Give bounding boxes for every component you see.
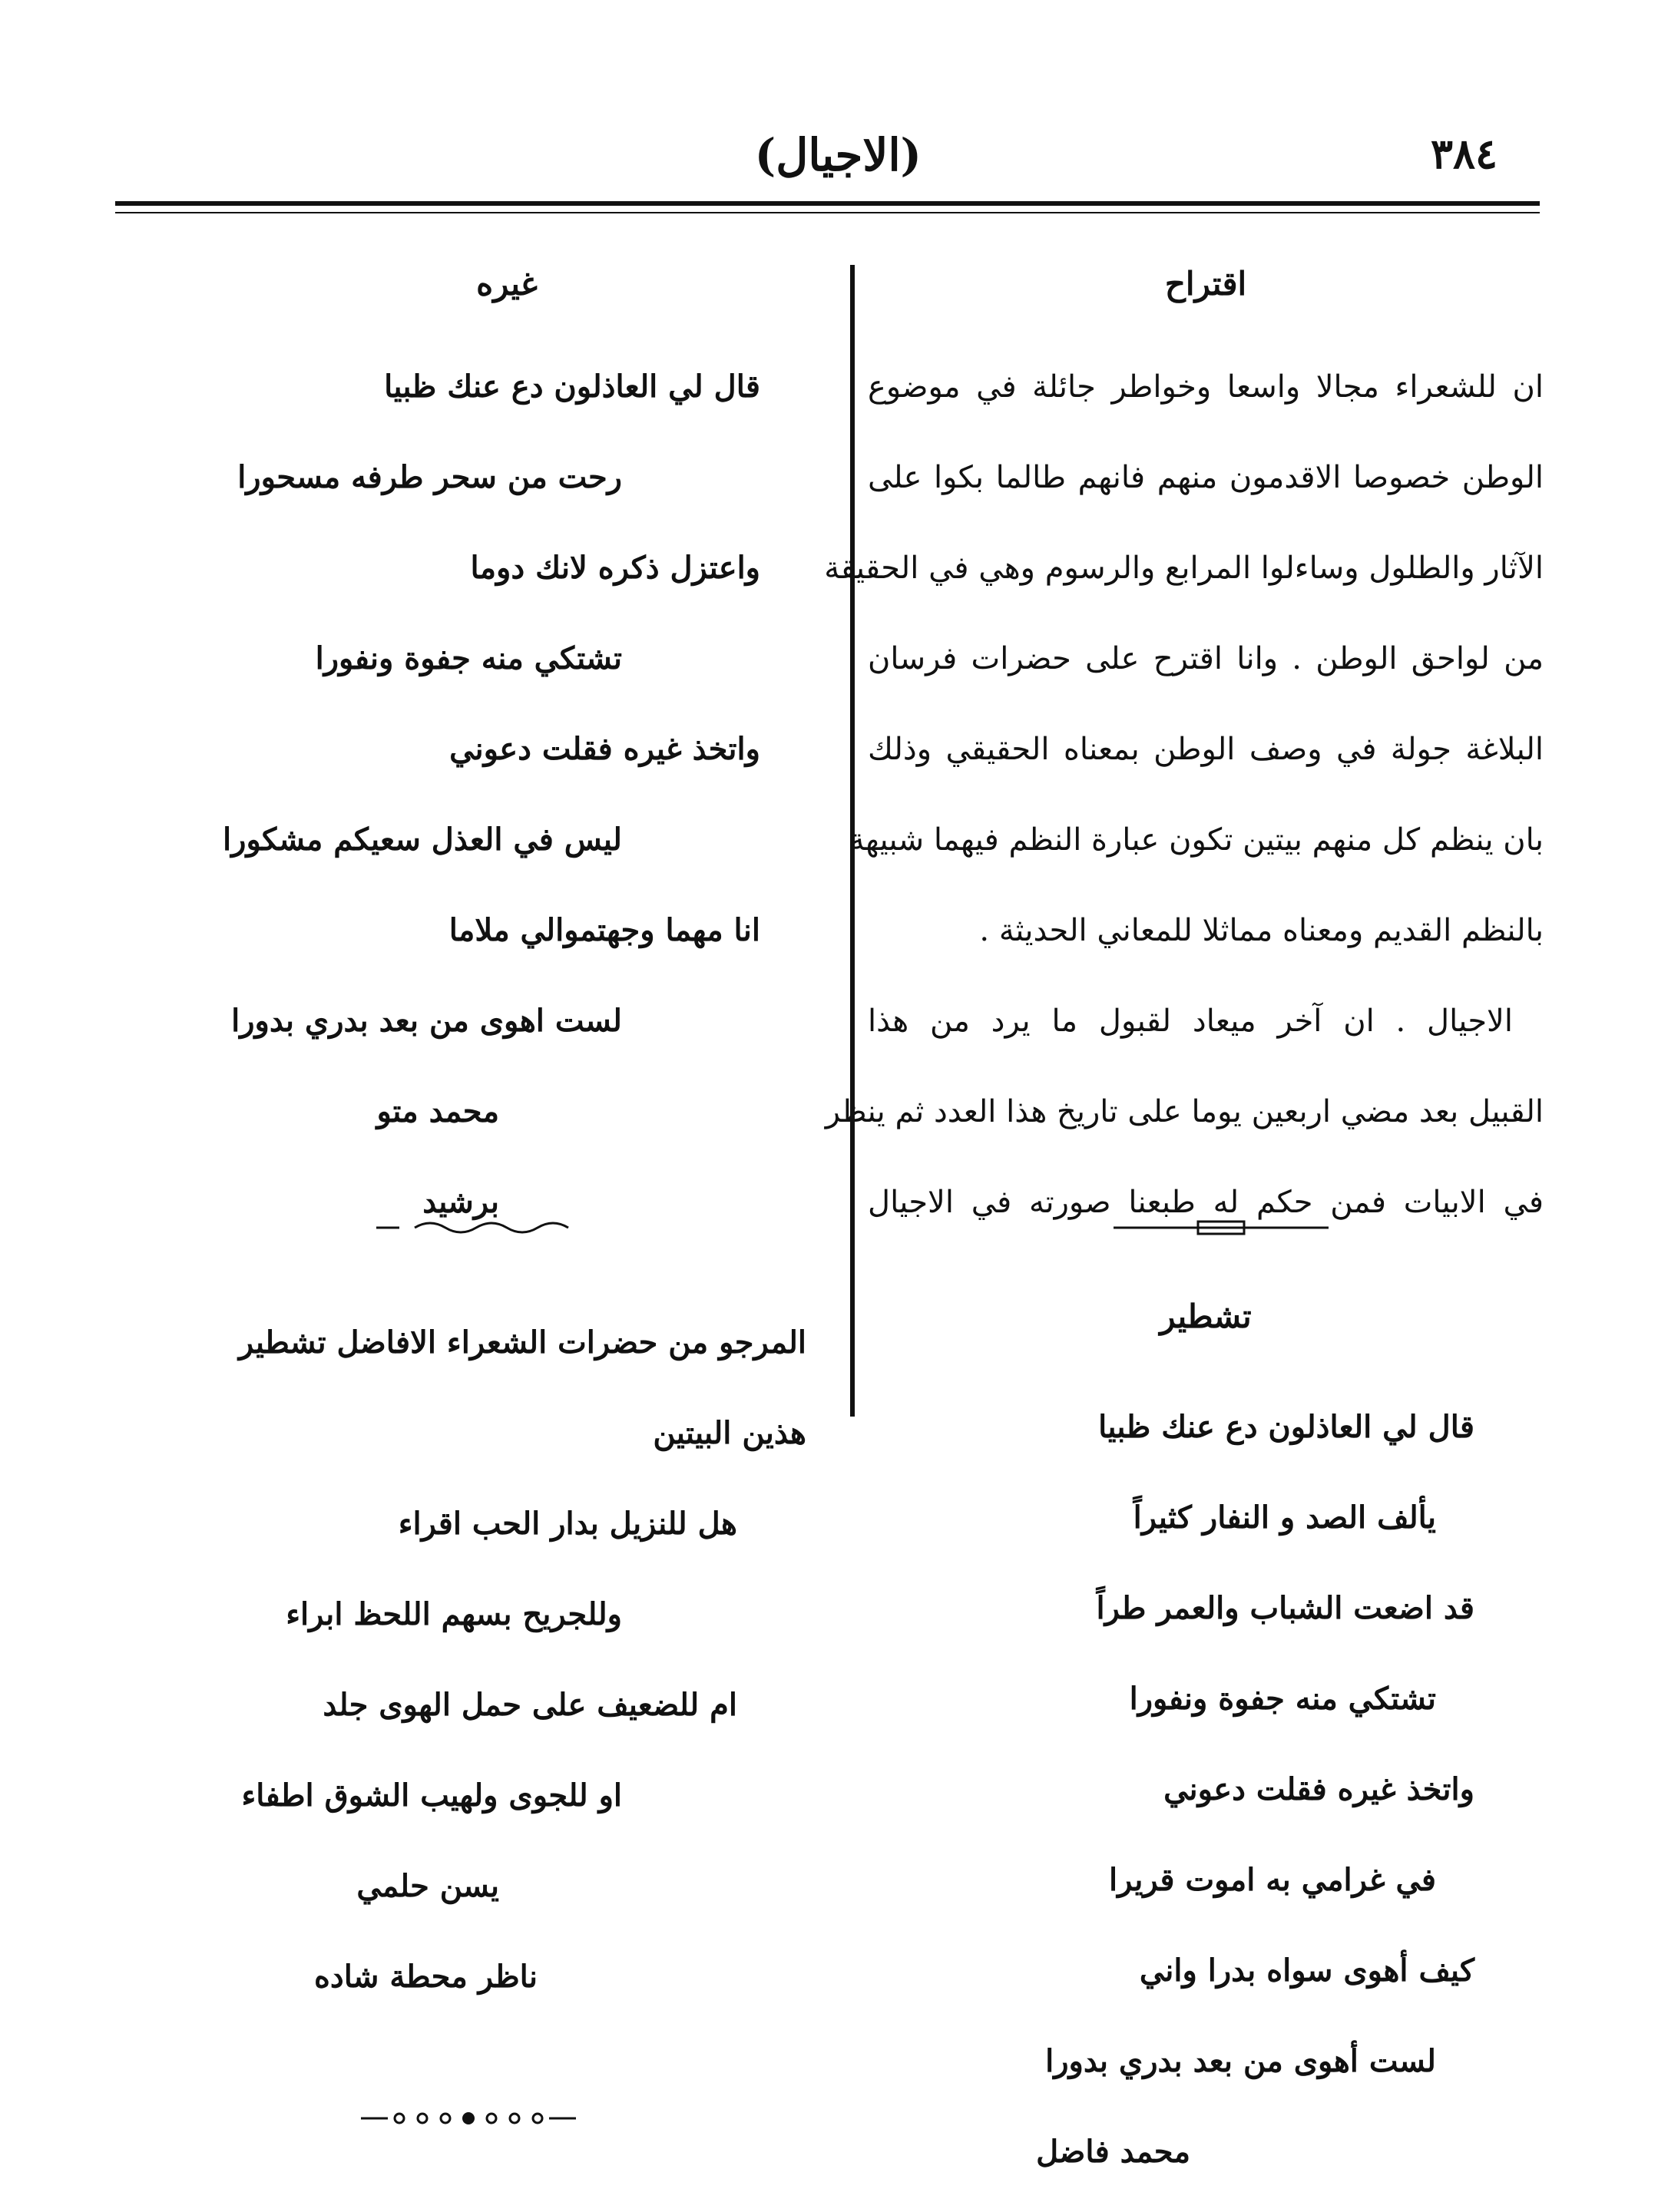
verse-line: لست أهوى من بعد بدري بدورا — [1045, 2043, 1436, 2079]
verse-line: واتخذ غيره فقلت دعوني — [1163, 1771, 1474, 1807]
poem-author: يسن حلمي — [356, 1868, 499, 1904]
page-number: ٣٨٤ — [1430, 129, 1497, 178]
verse-line: ام للضعيف على حمل الهوى جلد — [323, 1687, 737, 1723]
verse-line: كيف أهوى سواه بدرا واني — [1139, 1952, 1474, 1989]
request-intro-line: المرجو من حضرات الشعراء الافاضل تشطير — [238, 1324, 806, 1361]
other-poem — [192, 342, 822, 1248]
verse-line: تشتكي منه جفوة ونفورا — [1129, 1681, 1436, 1717]
editorial-note-line: الاجيال . ان آخر ميعاد لقبول ما يرد من هذا — [868, 1004, 1513, 1039]
editorial-note-line: القبيل بعد مضي اربعين يوما على تاريخ هذا العدد ثم ينظر — [825, 1094, 1544, 1129]
proposal-line: ان للشعراء مجالا واسعا وخواطر جائلة في موضوع — [868, 369, 1544, 405]
request-intro-line: هذين البيتين — [653, 1415, 806, 1451]
editorial-note-line: في الابيات فمن حكم له طبعنا صورته في الاجيال — [868, 1185, 1544, 1220]
poem-author-title: ناظر محطة شاده — [313, 1959, 538, 1995]
proposal-line: الآثار والطلول وساءلوا المرابع والرسوم وهي في الحقيقة — [824, 551, 1544, 586]
page-header — [108, 115, 1551, 184]
proposal-paragraph — [824, 342, 1544, 1248]
verse-line: انا مهما وجهتموالي ملاما — [448, 912, 760, 948]
other-poem-title: غيره — [476, 265, 538, 303]
poem-author: محمد متو — [376, 1093, 499, 1129]
verse-line: يألف الصد و النفار كثيراً — [1133, 1499, 1436, 1536]
verse-line: وللجريح بسهم اللحظ ابراء — [286, 1596, 622, 1632]
tashtir-poem — [868, 1382, 1544, 2197]
proposal-line: الوطن خصوصا الاقدمون منهم فانهم طالما بكوا على — [868, 460, 1544, 495]
verse-line: واتخذ غيره فقلت دعوني — [449, 731, 760, 767]
proposal-title: اقتراح — [1164, 265, 1247, 303]
proposal-line: بان ينظم كل منهم بيتين تكون عبارة النظم فيهما شبيهة — [849, 822, 1544, 858]
proposal-line: بالنظم القديم ومعناه مماثلا للمعاني الحديثة . — [979, 913, 1544, 948]
end-ornament — [361, 2108, 576, 2133]
verse-line: لست اهوى من بعد بدري بدورا — [231, 1003, 622, 1039]
section-ornament — [1114, 1217, 1329, 1242]
journal-title: (الاجيال) — [754, 129, 922, 181]
verse-line: واعتزل ذكره لانك دوما — [470, 550, 760, 586]
verse-line: رحت من سحر طرفه مسحورا — [237, 459, 622, 495]
tashtir-title: تشطير — [1160, 1298, 1252, 1335]
verse-line: تشتكي منه جفوة ونفورا — [315, 640, 622, 676]
request-section — [192, 1298, 822, 2022]
verse-line: هل للنزيل بدار الحب اقراء — [398, 1506, 737, 1542]
verse-line: قد اضعت الشباب والعمر طراً — [1096, 1590, 1474, 1626]
verse-line: او للجوى ولهيب الشوق اطفاء — [241, 1777, 622, 1814]
header-rule — [115, 201, 1540, 213]
proposal-line: من لواحق الوطن . وانا اقترح على حضرات فرسان — [868, 641, 1544, 676]
verse-line: قال لي العاذلون دع عنك ظبيا — [1098, 1409, 1474, 1445]
verse-line: ليس في العذل سعيكم مشكورا — [223, 822, 622, 858]
verse-line: في غرامي به اموت قريرا — [1109, 1862, 1436, 1898]
section-ornament — [369, 1217, 614, 1242]
verse-line: قال لي العاذلون دع عنك ظبيا — [384, 369, 760, 405]
poem-place: برشيد — [422, 1184, 499, 1220]
poem-author: محمد فاضل — [1036, 2134, 1190, 2170]
proposal-line: البلاغة جولة في وصف الوطن بمعناه الحقيقي وذلك — [868, 732, 1544, 767]
